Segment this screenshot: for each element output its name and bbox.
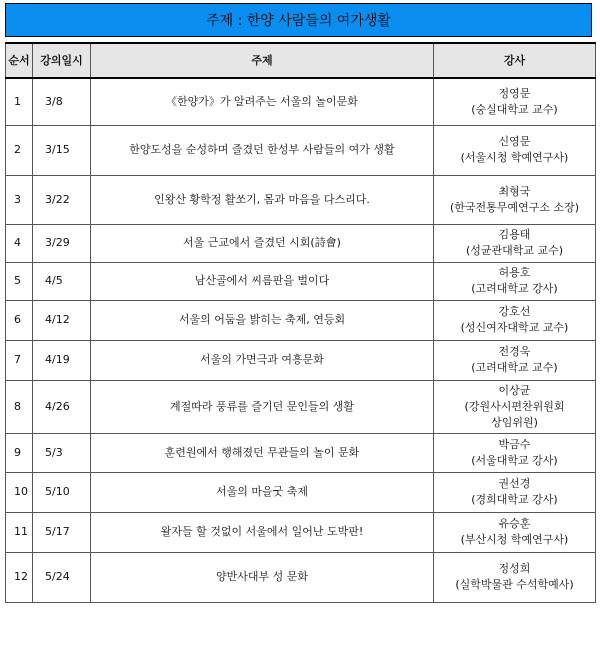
topic-cell: 서울 근교에서 즐겼던 시회(詩會) [91, 224, 434, 262]
lecturer-affiliation: (성균관대학교 교수) [465, 244, 564, 257]
topic-cell: 한양도성을 순성하며 즐겼던 한성부 사람들의 여가 생활 [91, 125, 434, 175]
lecturer-name: 유승훈 [498, 517, 531, 530]
lecturer-cell [434, 78, 596, 125]
lecturer-name: 전경욱 [498, 345, 531, 358]
lecturer-affiliation: (고려대학교 강사) [471, 282, 558, 295]
title-text: 주제 : 한양 사람들의 여가생활 [206, 13, 391, 29]
table-row [6, 78, 596, 125]
lecturer-cell [434, 300, 596, 340]
lecturer-cell [434, 224, 596, 262]
lecturer-cell [434, 433, 596, 472]
header-date: 강의일시 [33, 43, 91, 78]
lecturer-name: 최형국 [498, 184, 531, 198]
lecturer-affiliation: (성신여자대학교 교수) [460, 321, 569, 334]
lecturer-affiliation: (경희대학교 강사) [471, 493, 558, 506]
lecturer-name: 박금수 [498, 437, 531, 451]
topic-cell: 왈자들 할 것없이 서울에서 일어난 도박판! [91, 512, 434, 552]
table-row [6, 340, 596, 380]
header-topic: 주제 [91, 43, 434, 78]
order-cell: 3 [6, 175, 33, 224]
lecturer-name: 김용태 [498, 228, 531, 241]
order-cell: 12 [6, 552, 33, 602]
date-cell: 4/12 [33, 300, 91, 340]
page-title [5, 3, 592, 37]
table-row [6, 512, 596, 552]
lecturer-name: 신영문 [498, 135, 531, 148]
header-lecturer: 강사 [434, 43, 596, 78]
topic-cell: 《한양가》가 알려주는 서울의 놀이문화 [91, 78, 434, 125]
lecturer-name: 권선경 [498, 477, 531, 490]
order-cell: 9 [6, 433, 33, 472]
topic-cell: 양반사대부 성 문화 [91, 552, 434, 602]
lecturer-affiliation: (서울시청 학예연구사) [460, 151, 569, 164]
lecturer-affiliation: (강원사시편찬위원회 [464, 399, 565, 413]
date-cell: 5/24 [33, 552, 91, 602]
table-row [6, 175, 596, 224]
table-row [6, 433, 596, 472]
date-cell: 4/5 [33, 262, 91, 300]
lecturer-cell [434, 175, 596, 224]
lecturer-affiliation: (실학박물관 수석학예사) [455, 578, 574, 591]
date-cell: 3/15 [33, 125, 91, 175]
order-cell: 10 [6, 472, 33, 512]
lecturer-name: 강호선 [498, 305, 531, 318]
lecturer-affiliation-cont: 상임위원) [491, 415, 538, 429]
date-cell: 4/19 [33, 340, 91, 380]
topic-cell: 훈련원에서 행해졌던 무관들의 놀이 문화 [91, 433, 434, 472]
date-cell: 3/8 [33, 78, 91, 125]
lecturer-cell [434, 512, 596, 552]
order-cell: 5 [6, 262, 33, 300]
table-row [6, 472, 596, 512]
lecturer-name: 정영문 [498, 86, 531, 100]
table-row [6, 125, 596, 175]
lecturer-name: 허용호 [498, 266, 531, 279]
topic-cell: 서울의 가면극과 여흥문화 [91, 340, 434, 380]
table-row [6, 224, 596, 262]
lecturer-cell [434, 552, 596, 602]
topic-cell: 계절따라 풍류를 즐기던 문인들의 생활 [91, 380, 434, 433]
order-cell: 1 [6, 78, 33, 125]
topic-cell: 남산골에서 씨름판을 벌이다 [91, 262, 434, 300]
table-row [6, 552, 596, 602]
lecturer-cell [434, 262, 596, 300]
date-cell: 4/26 [33, 380, 91, 433]
order-cell: 2 [6, 125, 33, 175]
table-header-row [6, 43, 596, 78]
date-cell: 5/17 [33, 512, 91, 552]
lecturer-affiliation: (서울대학교 강사) [471, 453, 558, 467]
date-cell: 5/10 [33, 472, 91, 512]
order-cell: 7 [6, 340, 33, 380]
order-cell: 11 [6, 512, 33, 552]
lecturer-name: 이상균 [498, 383, 531, 397]
topic-cell: 서울의 어둠을 밝히는 축제, 연등회 [91, 300, 434, 340]
date-cell: 5/3 [33, 433, 91, 472]
lecturer-affiliation: (한국전통무예연구소 소장) [450, 200, 579, 214]
table-row [6, 262, 596, 300]
table-row [6, 300, 596, 340]
lecturer-affiliation: (고려대학교 교수) [471, 361, 558, 374]
topic-cell: 인왕산 황학정 활쏘기, 몸과 마음을 다스리다. [91, 175, 434, 224]
lecturer-affiliation: (부산시청 학예연구사) [460, 533, 569, 546]
topic-cell: 서울의 마을굿 축제 [91, 472, 434, 512]
date-cell: 3/22 [33, 175, 91, 224]
order-cell: 4 [6, 224, 33, 262]
table-row [6, 380, 596, 433]
lecture-schedule-table [5, 42, 596, 603]
lecturer-cell [434, 472, 596, 512]
lecturer-affiliation: (숭실대학교 교수) [471, 102, 558, 116]
lecturer-cell [434, 380, 596, 433]
order-cell: 8 [6, 380, 33, 433]
header-order: 순서 [6, 43, 33, 78]
lecturer-name: 정성희 [498, 562, 531, 575]
lecturer-cell [434, 340, 596, 380]
order-cell: 6 [6, 300, 33, 340]
date-cell: 3/29 [33, 224, 91, 262]
lecturer-cell [434, 125, 596, 175]
